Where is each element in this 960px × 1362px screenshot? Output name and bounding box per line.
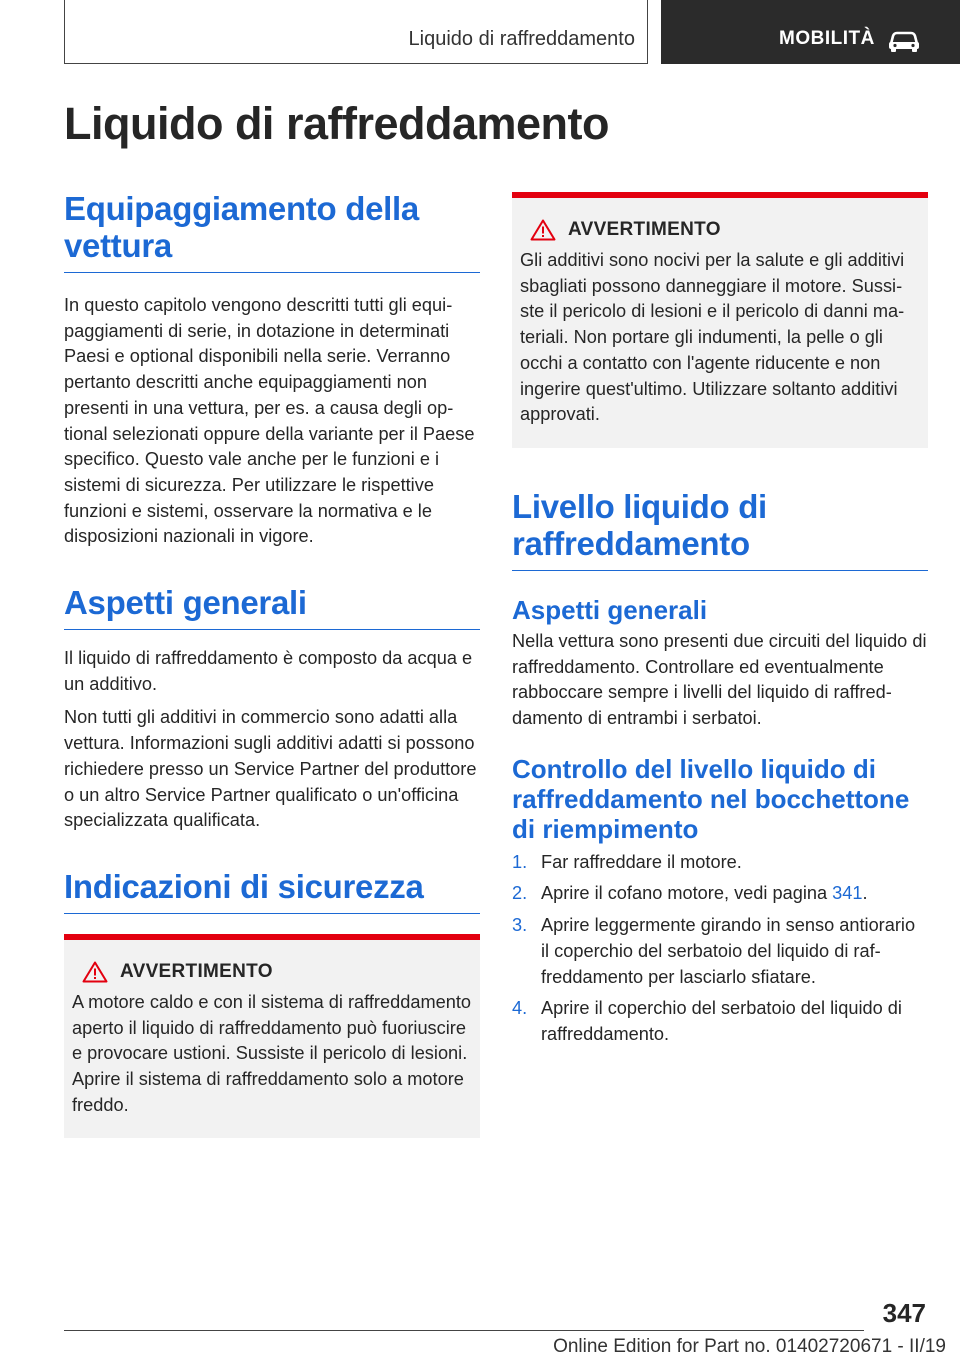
equipment-text: In questo capitolo vengono descritti tutti gli equipaggiamenti di serie, in dotazione in determinati Paesi e optional disponibili nella serie. Verranno pertanto descritti anche equipaggiamenti non presenti in una vettura, per es. a causa degli optional selezionati oppure della variante per il Paese specifico. Questo vale anche per le funzioni e i sistemi di sicurezza. Per utilizzare le rispettive funzioni e sistemi, osservare la normativa e le disposizioni nazionali in vigore.: [64, 295, 475, 547]
chapter-title: Liquido di raffreddamento: [408, 28, 635, 50]
section-label: MOBILITÀ: [779, 28, 875, 49]
warning-title: AVVERTIMENTO: [120, 960, 273, 982]
warning-text: Gli additivi sono nocivi per la salute e gli additivi sbagliati possono danneggiare il motore. Sussiste il pericolo di lesioni e il pericolo di danni materiali. Non portare gli indumenti, la pelle o gli occhi a contatto con l'agente riducente e non ingerire quest'ultimo. Utilizzare soltanto additivi approvati.: [520, 250, 905, 425]
general-text-1: Il liquido di raffreddamento è composto da acqua e un additivo.: [64, 648, 473, 694]
subheading-general: Aspetti generali: [512, 594, 708, 625]
steps-list: [512, 850, 928, 1048]
subheading-check-level: Controllo del livello liquido di raffreddamento nel bocchettone di riempimento: [512, 753, 910, 844]
left-column: [64, 190, 480, 1138]
list-item: 1. Far raffreddare il motore.: [512, 851, 742, 872]
running-header-chapter: [64, 0, 648, 64]
coolant-general-text: Nella vettura sono presenti due circuiti del liquido di raffreddamento. Controllare ed eventualmente rabboccare sempre i livelli del liquido di raffreddamento di entrambi i serbatoi.: [512, 630, 927, 729]
page-number: 347: [882, 1298, 926, 1328]
right-column: [512, 192, 928, 1048]
page-reference-link[interactable]: 341: [832, 883, 863, 904]
list-item: 4. Aprire il coperchio del serbatoio del liquido di raffreddamento.: [512, 998, 902, 1044]
general-text-2: Non tutti gli additivi in commercio sono adatti alla vettura. Informazioni sugli additivi adatti si possono richiedere presso un Service Partner del produttore o un altro Service Partner qualificato o un'officina specializzata qualificata.: [64, 707, 477, 831]
page-title: Liquido di raffreddamento: [64, 98, 609, 149]
warning-box: [64, 934, 480, 1139]
footer-edition: Online Edition for Part no. 01402720671 - II/19: [553, 1336, 946, 1357]
footer-divider: [64, 1330, 864, 1331]
warning-title: AVVERTIMENTO: [568, 219, 721, 240]
heading-general: Aspetti generali: [64, 584, 480, 630]
running-header-section: [661, 0, 960, 64]
car-icon: [887, 27, 921, 53]
heading-equipment: Equipaggiamento della vettura: [64, 190, 480, 273]
warning-triangle-icon: [530, 219, 556, 241]
list-item: 3. Aprire leggermente girando in senso antiorario il coperchio del serbatoio del liquido di raffreddamento per lasciarlo sfiatare.: [512, 915, 916, 987]
heading-coolant-level: Livello liquido di raffreddamento: [512, 488, 928, 571]
heading-safety: Indicazioni di sicurezza: [64, 868, 480, 914]
list-item: 2. Aprire il cofano motore, vedi pagina 341.: [512, 883, 868, 904]
warning-text: A motore caldo e con il sistema di raffreddamento aperto il liquido di raffreddamento può fuoriuscire e provocare ustioni. Sussiste il pericolo di lesioni. Aprire il sistema di raffreddamento solo a motore freddo.: [72, 991, 471, 1115]
warning-box: [512, 192, 928, 448]
warning-triangle-icon: [82, 961, 108, 983]
